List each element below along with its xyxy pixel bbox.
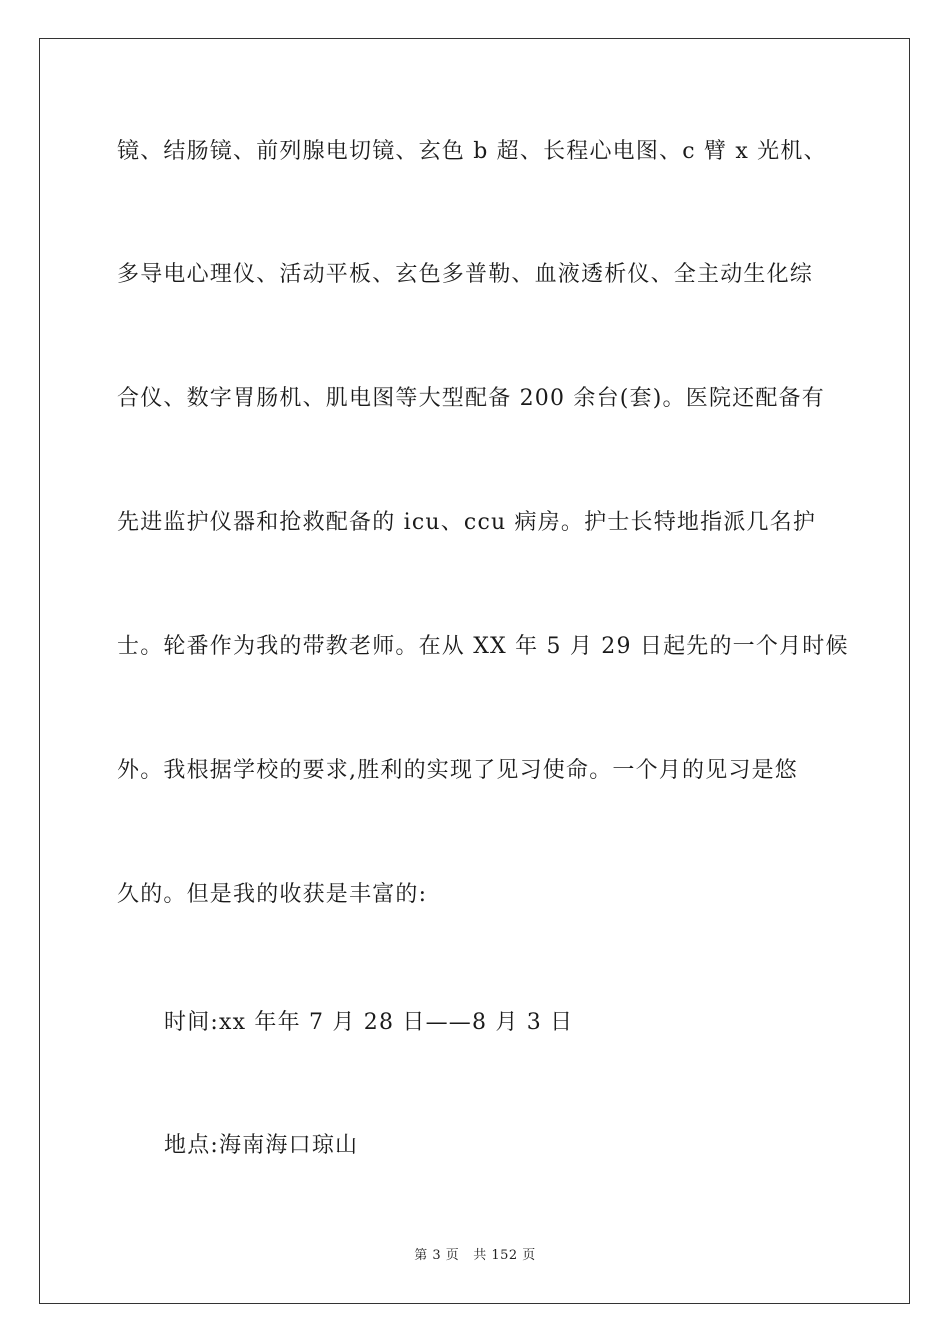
paragraph-line-2: 多导电心理仪、活动平板、玄色多普勒、血液透析仪、全主动生化综 — [117, 262, 814, 287]
paragraph-line-4: 先进监护仪器和抢救配备的 icu、ccu 病房。护士长特地指派几名护 — [117, 510, 817, 535]
time-line: 时间:xx 年年 7 月 28 日——8 月 3 日 — [164, 1010, 574, 1035]
page-number: 第 3 页 — [414, 1248, 460, 1263]
paragraph-line-6: 外。我根据学校的要求,胜利的实现了见习使命。一个月的见习是悠 — [117, 758, 798, 783]
page-border — [39, 38, 910, 1304]
page-footer — [0, 1247, 950, 1265]
paragraph-line-1: 镜、结肠镜、前列腺电切镜、玄色 b 超、长程心电图、c 臂 x 光机、 — [117, 139, 827, 164]
paragraph-line-3: 合仪、数字胃肠机、肌电图等大型配备 200 余台(套)。医院还配备有 — [117, 386, 825, 411]
paragraph-line-7: 久的。但是我的收获是丰富的: — [117, 882, 428, 907]
place-line: 地点:海南海口琼山 — [164, 1133, 359, 1158]
paragraph-line-5: 士。轮番作为我的带教老师。在从 XX 年 5 月 29 日起先的一个月时候 — [117, 634, 849, 659]
page-total: 共 152 页 — [473, 1248, 536, 1263]
